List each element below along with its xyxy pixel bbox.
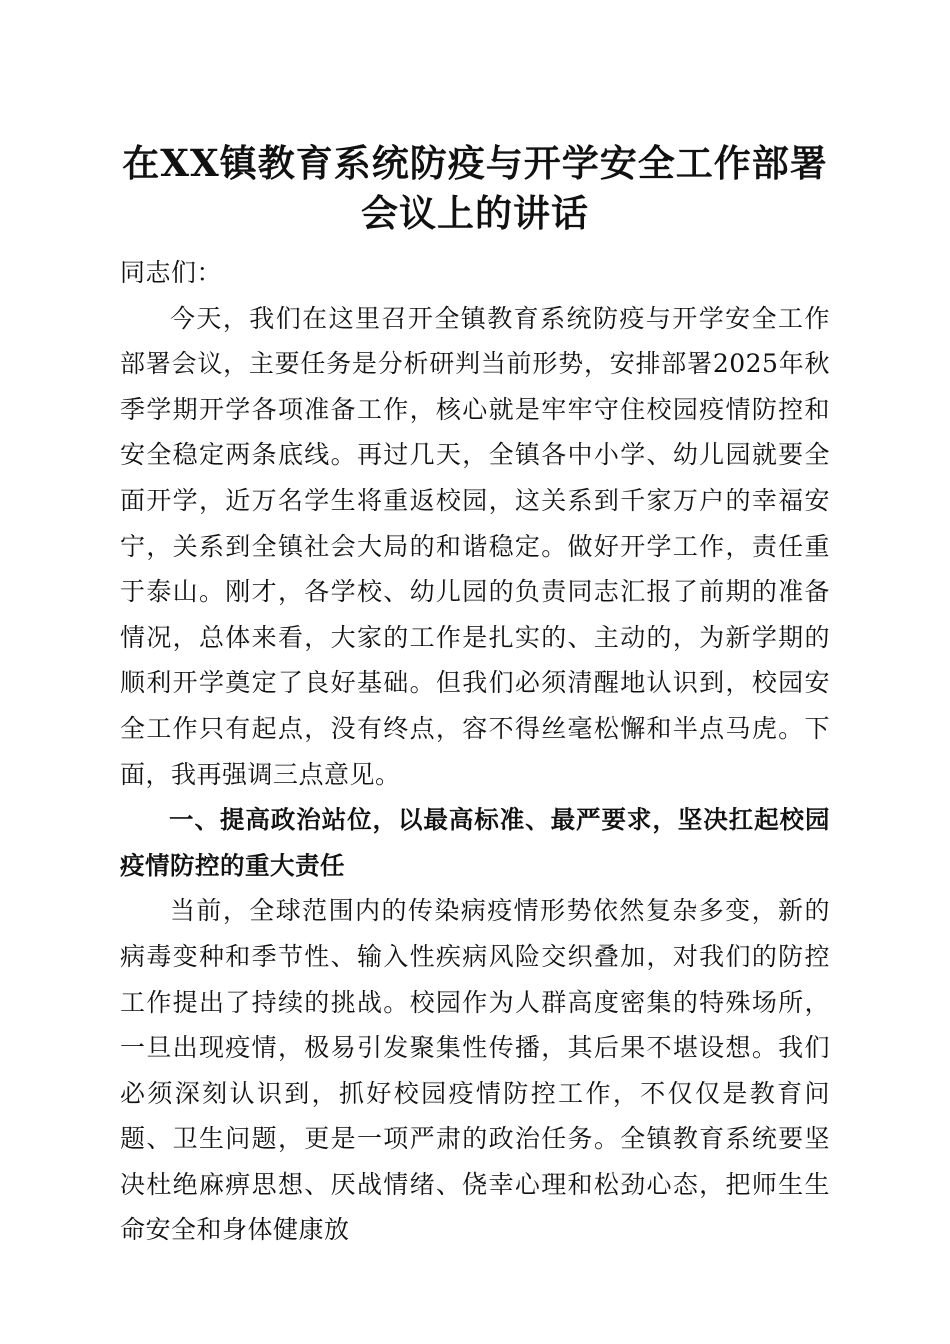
opening-paragraph: 今天，我们在这里召开全镇教育系统防疫与开学安全工作部署会议，主要任务是分析研判当前形势，安排部署2025年秋季学期开学各项准备工作，核心就是牢牢守住校园疫情防控和安全稳定两条底线。再过几天，全镇各中小学、幼儿园就要全面开学，近万名学生将重返校园，这关系到千家万户的幸福安宁，关系到全镇社会大局的和谐稳定。做好开学工作，责任重于泰山。刚才，各学校、幼儿园的负责同志汇报了前期的准备情况，总体来看，大家的工作是扎实的、主动的，为新学期的顺利开学奠定了良好基础。但我们必须清醒地认识到，校园安全工作只有起点，没有终点，容不得丝毫松懈和半点马虎。下面，我再强调三点意见。 bbox=[120, 303, 830, 789]
greeting: 同志们： bbox=[120, 258, 223, 287]
section-1-paragraph: 当前，全球范围内的传染病疫情形势依然复杂多变，新的病毒变种和季节性、输入性疾病风险交织叠加，对我们的防控工作提出了持续的挑战。校园作为人群高度密集的特殊场所，一旦出现疫情，极易引发聚集性传播，其后果不堪设想。我们必须深刻认识到，抓好校园疫情防控工作，不仅仅是教育问题、卫生问题，更是一项严肃的政治任务。全镇教育系统要坚决杜绝麻痹思想、厌战情绪、侥幸心理和松劲心态，把师生生命安全和身体健康放 bbox=[120, 896, 830, 1245]
document-title: 在XX镇教育系统防疫与开学安全工作部署会议上的讲话 bbox=[122, 141, 828, 235]
document-body bbox=[120, 250, 830, 1253]
section-heading-1: 一、提高政治站位，以最高标准、最严要求，坚决扛起校园疫情防控的重大责任 bbox=[120, 805, 830, 880]
